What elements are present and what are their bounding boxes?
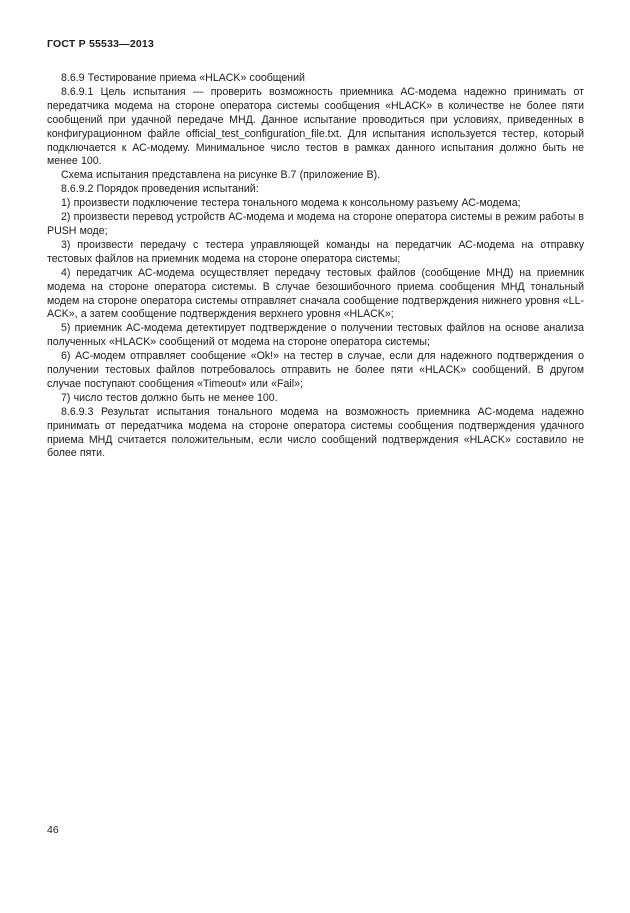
paragraph: 8.6.9.3 Результат испытания тонального модема на возможность приемника АС-модема надежно принимать от передатчика модема на стороне оператора системы сообщения подтверждения удачного приема МНД считается положительным, если число сообщений подтверждения «HLACK» составило не более пяти. — [47, 405, 584, 460]
list-item: 3) произвести передачу с тестера управляющей команды на передатчик АС-модема на отправку тестовых файлов на приемник модема на стороне оператора системы; — [47, 238, 584, 265]
section-heading: 8.6.9 Тестирование приема «HLACK» сообщений — [61, 72, 305, 84]
paragraph: Схема испытания представлена на рисунке В.7 (приложение В). — [61, 169, 381, 182]
list-item: 5) приемник АС-модема детектирует подтверждение о получении тестовых файлов на основе анализа полученных «HLACK» сообщений от модема на стороне оператора системы; — [47, 322, 584, 349]
document-body — [47, 72, 584, 461]
document-header: ГОСТ Р 55533—2013 — [47, 38, 155, 50]
paragraph: 8.6.9.1 Цель испытания — проверить возможность приемника АС-модема надежно принимать от передатчика модема на стороне оператора системы сообщения «HLACK» в количестве не более пяти сообщений при удачной передаче МНД. Данное испытание проводиться при условиях, приведенных в конфигурационном файле official_test_configuration_file.txt. Для испытания используется тестер, который подключается к АС-модему. Минимальное число тестов в рамках данного испытания должно быть не менее 100. — [47, 85, 584, 168]
list-item: 4) передатчик АС-модема осуществляет передачу тестовых файлов (сообщение МНД) на приемник модема на стороне оператора системы. В случае безошибочного приема сообщения МНД тональный модем на стороне оператора системы отправляет сначала сообщение подтверждения нижнего уровня «LL-ACK», а затем сообщение подтверждения верхнего уровня «HLACK»; — [47, 266, 584, 321]
page-number: 46 — [47, 824, 59, 836]
list-item: 2) произвести перевод устройств АС-модема и модема на стороне оператора системы в режим работы в PUSH моде; — [47, 211, 584, 237]
list-item: 7) число тестов должно быть не менее 100. — [61, 391, 278, 404]
list-item: 6) АС-модем отправляет сообщение «Ok!» на тестер в случае, если для надежного подтверждения о получении тестовых файлов потребовалось отправить не более пяти «HLACK» сообщений. В другом случае поступают сообщения «Timeout» или «Fail»; — [47, 350, 584, 390]
list-item: 1) произвести подключение тестера тонального модема к консольному разъему АС-модема; — [61, 197, 521, 210]
paragraph: 8.6.9.2 Порядок проведения испытаний: — [61, 183, 259, 196]
